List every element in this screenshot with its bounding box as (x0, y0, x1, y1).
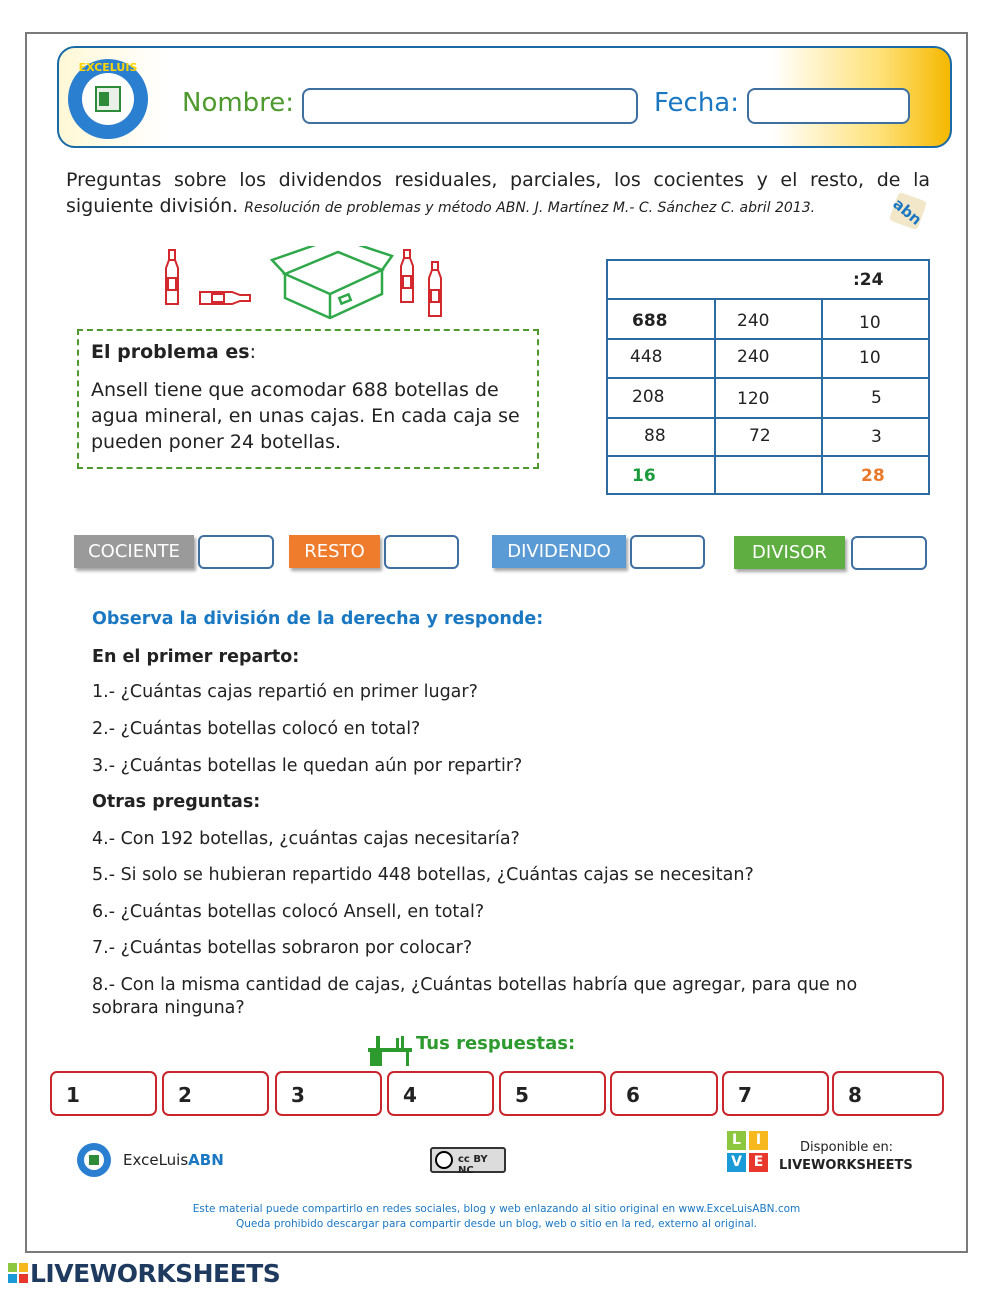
table-cell: 88 (644, 426, 666, 446)
instruction-heading: Observa la división de la derecha y responde: (92, 609, 544, 629)
problem-text: Ansell tiene que acomodar 688 botellas de agua mineral, en unas cajas. En cada caja se pueden poner 24 botellas. (91, 379, 520, 453)
exceluis-logo (66, 57, 150, 141)
dividendo-input[interactable] (630, 535, 705, 569)
problem-box (77, 329, 539, 469)
bottle-icon-2 (401, 250, 413, 302)
table-cell: 3 (871, 427, 882, 447)
table-cell: 10 (859, 348, 881, 368)
table-cell: 688 (632, 311, 668, 331)
answer-box-5[interactable]: 5 (499, 1071, 606, 1116)
division-table (606, 259, 930, 495)
question-3: 3.- ¿Cuántas botellas le quedan aún por repartir? (92, 756, 523, 776)
box-icon (272, 246, 392, 318)
remainder-cell: 16 (632, 466, 656, 486)
question-1: 1.- ¿Cuántas cajas repartió en primer lugar? (92, 682, 478, 702)
question-6: 6.- ¿Cuántas botellas colocó Ansell, en total? (92, 902, 485, 922)
answer-box-8[interactable]: 8 (832, 1071, 944, 1116)
section-heading-primer-reparto: En el primer reparto: (92, 647, 300, 667)
table-cell: 120 (737, 389, 770, 409)
divisor-label: DIVISOR (734, 536, 845, 569)
divisor-cell: :24 (853, 270, 884, 290)
bottle-icon (166, 250, 178, 304)
table-cell: 10 (859, 313, 881, 333)
cociente-label: COCIENTE (74, 535, 194, 568)
table-cell: 240 (737, 311, 770, 331)
available-label: Disponible en: (800, 1140, 894, 1155)
answer-box-1[interactable]: 1 (50, 1071, 157, 1116)
table-cell: 208 (632, 387, 665, 407)
fecha-input[interactable] (747, 88, 910, 124)
nombre-input[interactable] (302, 88, 638, 124)
footer-notice-1: Este material puede compartirlo en redes sociales, blog y web enlazando al sitio original en www.ExceLuisABN.com (192, 1203, 801, 1215)
cc-icon (435, 1151, 453, 1169)
bottle-icon-3 (429, 262, 441, 316)
answer-box-3[interactable]: 3 (275, 1071, 382, 1116)
quotient-cell: 28 (861, 466, 885, 486)
dividendo-label: DIVIDENDO (492, 535, 626, 568)
fecha-label: Fecha: (654, 88, 739, 118)
answer-box-6[interactable]: 6 (610, 1071, 718, 1116)
resto-input[interactable] (384, 535, 459, 569)
desk-icon (368, 1032, 414, 1070)
exceluis-footer-logo (76, 1142, 112, 1182)
exceluis-brand: ExceLuisABN (123, 1151, 224, 1169)
logo-lettering: EXCELUIS (78, 61, 138, 74)
intro-text: Preguntas sobre los dividendos residuales, parciales, los cocientes y el resto, de la siguiente división. (66, 169, 930, 217)
problem-title: El problema es: (91, 341, 256, 363)
answer-box-7[interactable]: 7 (722, 1071, 829, 1116)
bottles-and-box-illustration (160, 246, 460, 325)
question-5: 5.- Si solo se hubieran repartido 448 botellas, ¿Cuántas cajas se necesitan? (92, 865, 754, 885)
liveworksheets-mini-icon (8, 1263, 28, 1283)
cociente-input[interactable] (198, 535, 274, 569)
question-2: 2.- ¿Cuántas botellas colocó en total? (92, 719, 421, 739)
liveworksheets-label: LIVEWORKSHEETS (779, 1158, 913, 1173)
footer-notice-2: Queda prohibido descargar para compartir desde un blog, web o sitio en la red, externo al original. (236, 1218, 757, 1230)
answer-box-2[interactable]: 2 (162, 1071, 269, 1116)
cc-license-badge: cc BY NC (430, 1147, 506, 1173)
section-heading-otras: Otras preguntas: (92, 792, 261, 812)
table-cell: 72 (749, 426, 771, 446)
resto-label: RESTO (289, 535, 380, 568)
table-cell: 448 (630, 347, 663, 367)
intro-credit: Resolución de problemas y método ABN. J. Martínez M.- C. Sánchez C. abril 2013. (244, 200, 816, 216)
table-cell: 5 (871, 388, 882, 408)
question-4: 4.- Con 192 botellas, ¿cuántas cajas necesitaría? (92, 829, 520, 849)
answer-box-4[interactable]: 4 (387, 1071, 494, 1116)
question-8: 8.- Con la misma cantidad de cajas, ¿Cuántas botellas habría que agregar, para que no sobrara ninguna? (92, 975, 858, 1018)
liveworksheets-logo: L I V E (727, 1131, 769, 1173)
nombre-label: Nombre: (182, 88, 295, 118)
divisor-input[interactable] (851, 536, 927, 570)
abn-logo (885, 190, 931, 238)
abn-logo-text: abn (889, 194, 926, 229)
answers-title: Tus respuestas: (416, 1033, 576, 1054)
intro-paragraph (66, 167, 930, 221)
question-7: 7.- ¿Cuántas botellas sobraron por colocar? (92, 938, 473, 958)
bottle-lying-icon (200, 292, 250, 304)
table-cell: 240 (737, 347, 770, 367)
